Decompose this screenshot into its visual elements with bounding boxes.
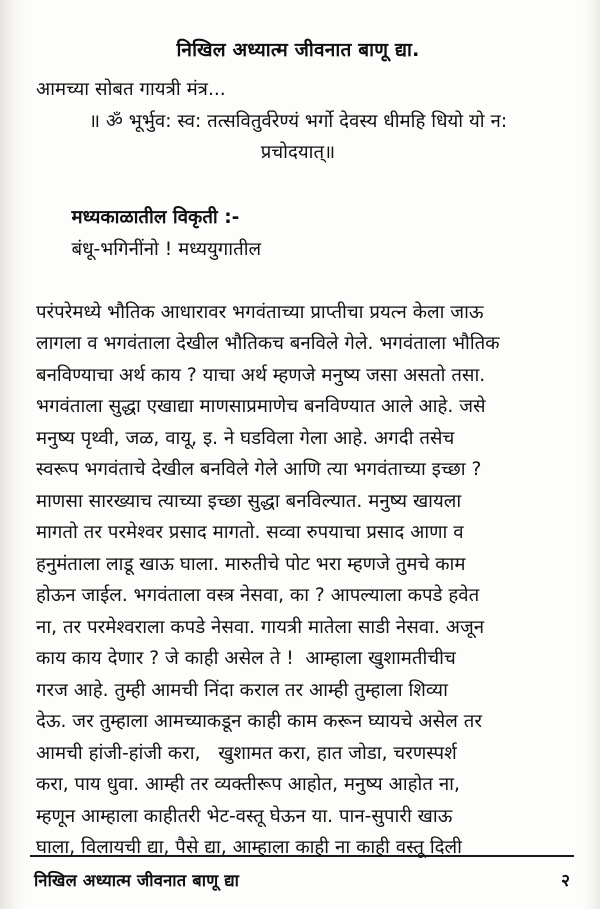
paragraph-line: काय काय देणार ? जे काही असेल ते ! आम्हाला खुशामतीचीच	[36, 648, 456, 669]
paragraph-line: बनविण्याचा अर्थ काय ? याचा अर्थ म्हणजे मनुष्य जसा असतो तसा.	[36, 364, 486, 386]
footer-divider	[30, 855, 574, 857]
footer-title: निखिल अध्यात्म जीवनात बाणू द्या	[34, 871, 240, 890]
mantra-line-2: प्रचोदयात्॥	[260, 142, 336, 163]
intro-line: आमच्या सोबत गायत्री मंत्र...	[36, 79, 226, 100]
page-title: निखिल अध्यात्म जीवनात बाणू द्या.	[176, 39, 420, 61]
paragraph-line: आमची हांजी-हांजी करा, खुशामत करा, हात जोडा, चरणस्पर्श	[36, 742, 457, 764]
paragraph-text-0: बंधू-भगिनींनो ! मध्ययुगातील	[71, 238, 262, 260]
paragraph-line: करा, पाय धुवा. आम्ही तर व्यक्तीरूप आहोत, मनुष्य आहोत ना,	[36, 774, 460, 795]
paragraph-line: माणसा सारख्याच त्याच्या इच्छा सुद्धा बनविल्यात. मनुष्य खायला	[36, 490, 462, 512]
page-footer	[34, 868, 570, 891]
paragraph-line: गरज आहे. तुम्ही आमची निंदा कराल तर आम्ही तुम्हाला शिव्या	[36, 679, 448, 701]
paragraph-line: मागतो तर परमेश्वर प्रसाद मागतो. सव्वा रुपयाचा प्रसाद आणा व	[36, 522, 464, 543]
paragraph-line: घाला, विलायची द्या, पैसे द्या, आम्हाला काही ना काही वस्तू दिली	[36, 837, 462, 858]
paragraph-line: परंपरेमध्ये भौतिक आधारावर भगवंताच्या प्राप्तीचा प्रयत्न केला जाऊ	[36, 301, 484, 323]
footer-page-number: २	[561, 871, 570, 891]
paragraph-line: भगवंताला सुद्धा एखाद्या माणसाप्रमाणेच बनविण्यात आले आहे. जसे	[36, 396, 486, 417]
paragraph-line: लागला व भगवंताला देखील भौतिकच बनविले गेले. भगवंताला भौतिक	[36, 333, 500, 354]
page-content	[22, 0, 578, 909]
paragraph-first-line	[36, 171, 560, 297]
paragraph-line: स्वरूप भगवंताचे देखील बनविले गेले आणि त्या भगवंताच्या इच्छा ?	[36, 459, 482, 480]
paragraph-line: ना, तर परमेश्वराला कपडे नेसवा. गायत्री मातेला साडी नेसवा. अजून	[36, 616, 485, 638]
section-heading: मध्यकाळातील विकृती :-	[71, 207, 240, 228]
paragraph-line: देऊ. जर तुम्हाला आमच्याकडून काही काम करून घ्यायचे असेल तर	[36, 711, 482, 732]
mantra-line-1: ॥ ॐ भूर्भुव: स्व: तत्सवितुर्वरेण्यं भर्गो देवस्य धीमहि धियो यो न:	[88, 110, 508, 132]
paragraph-line: म्हणून आम्हाला काहीतरी भेट-वस्तू घेऊन या. पान-सुपारी खाऊ	[36, 805, 453, 827]
paragraph-line: मनुष्य पृथ्वी, जळ, वायू, इ. ने घडविला गेला आहे. अगदी तसेच	[36, 427, 455, 449]
paragraph-line: हनुमंताला लाडू खाऊ घाला. मारुतीचे पोट भरा म्हणजे तुमचे काम	[36, 553, 466, 575]
paragraph-line: होऊन जाईल. भगवंताला वस्त्र नेसवा, का ? आपल्याला कपडे हवेत	[36, 585, 480, 606]
